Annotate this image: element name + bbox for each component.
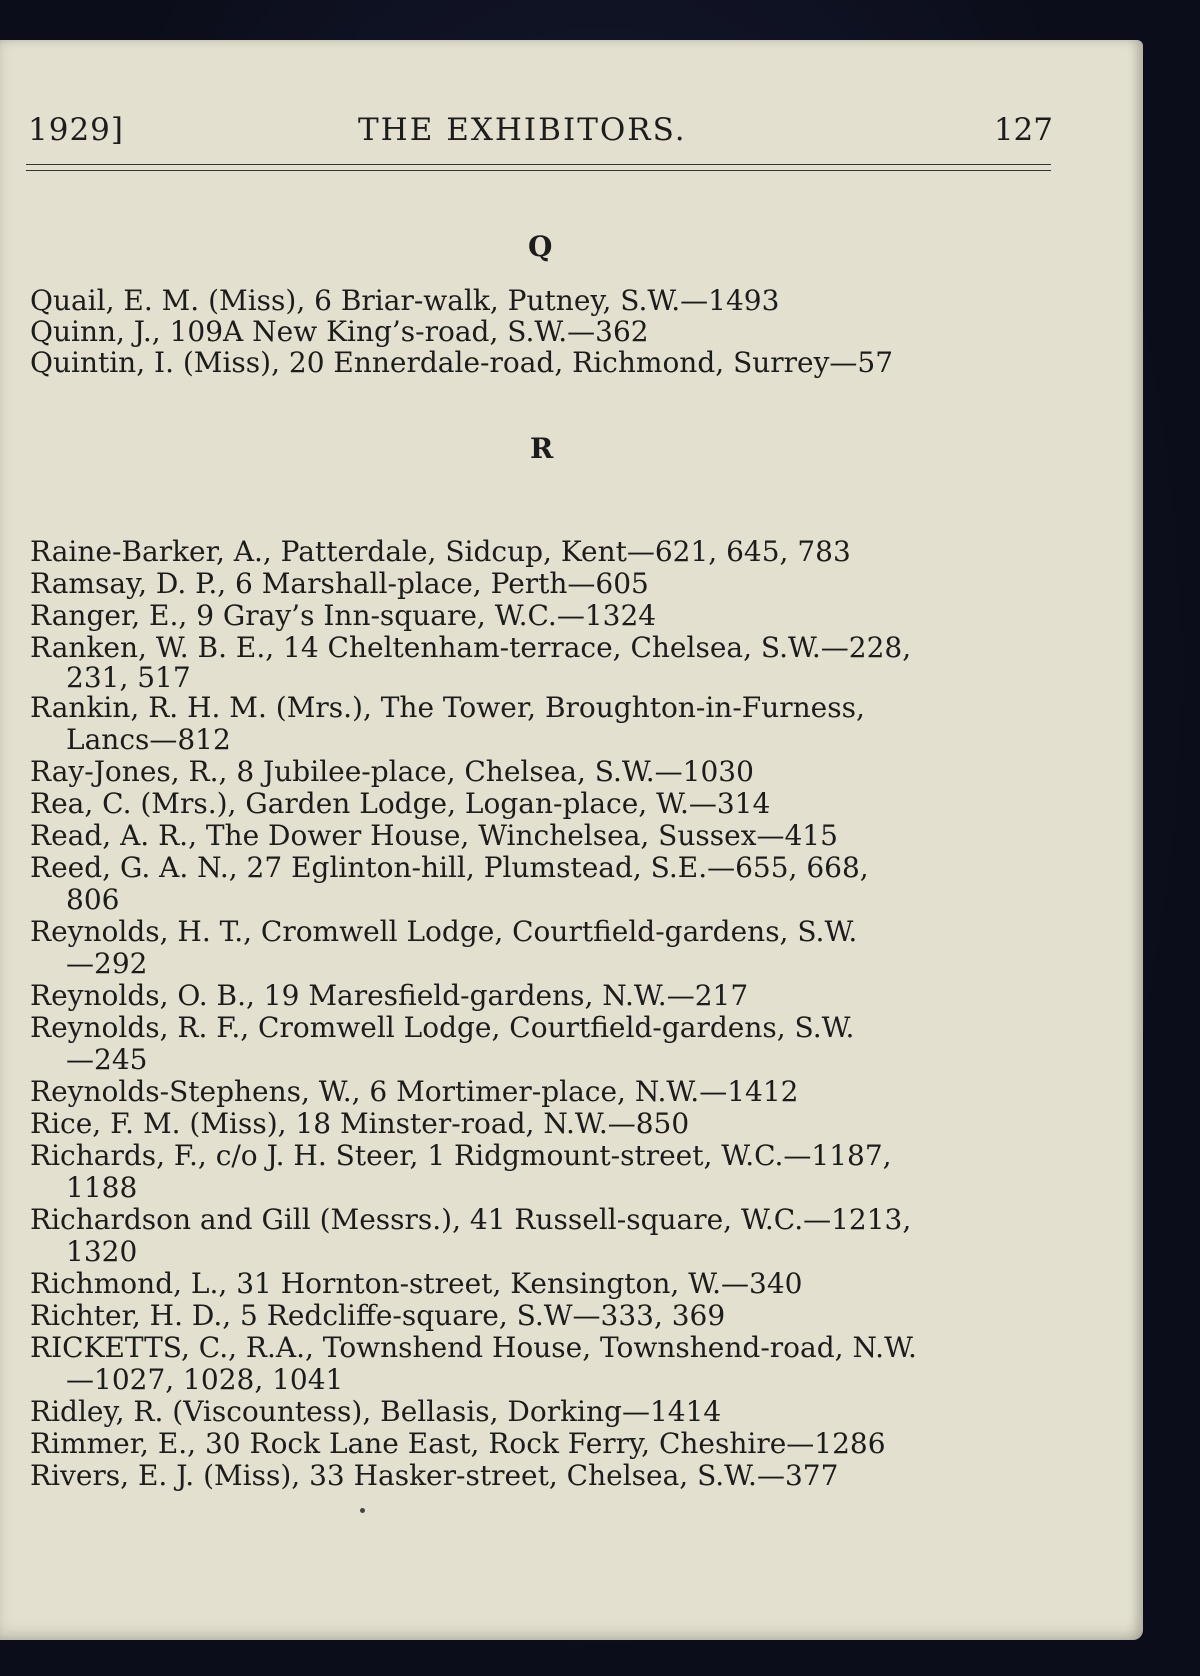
entry-line: Richmond, L., 31 Hornton-street, Kensington, W.—340 (30, 1267, 803, 1300)
running-header (28, 112, 1053, 172)
entry-line-continuation: 806 (66, 883, 120, 916)
page-number: 127 (993, 112, 1053, 148)
entry-line-continuation: —245 (66, 1043, 148, 1076)
entry-line: Ranger, E., 9 Gray’s Inn-square, W.C.—1324 (30, 599, 657, 632)
print-speck (360, 1508, 365, 1513)
entry-line: Rivers, E. J. (Miss), 33 Hasker-street, Chelsea, S.W.—377 (30, 1459, 839, 1492)
entry-line: Reynolds, R. F., Cromwell Lodge, Courtfield-gardens, S.W. (30, 1011, 855, 1044)
entry-line: Quail, E. M. (Miss), 6 Briar-walk, Putney, S.W.—1493 (30, 284, 780, 317)
entry-line: Ridley, R. (Viscountess), Bellasis, Dorking—1414 (30, 1395, 722, 1428)
entry-line: Rankin, R. H. M. (Mrs.), The Tower, Broughton-in-Furness, (30, 691, 865, 724)
entry-line: Richter, H. D., 5 Redcliffe-square, S.W—333, 369 (30, 1299, 726, 1332)
entry-line: Quinn, J., 109A New King’s-road, S.W.—362 (30, 315, 649, 348)
entry-line: Raine-Barker, A., Patterdale, Sidcup, Kent—621, 645, 783 (30, 535, 851, 568)
entry-line: Ramsay, D. P., 6 Marshall-place, Perth—605 (30, 567, 649, 600)
entry-line: Richards, F., c/o J. H. Steer, 1 Ridgmount-street, W.C.—1187, (30, 1139, 892, 1172)
entry-line: Reynolds, O. B., 19 Maresfield-gardens, N.W.—217 (30, 979, 749, 1012)
entry-line: Richardson and Gill (Messrs.), 41 Russell-square, W.C.—1213, (30, 1203, 912, 1236)
book-page (0, 40, 1143, 1640)
entry-line-continuation: 231, 517 (66, 661, 191, 694)
entry-line: Reynolds, H. T., Cromwell Lodge, Courtfield-gardens, S.W. (30, 915, 858, 948)
entry-line: Read, A. R., The Dower House, Winchelsea, Sussex—415 (30, 819, 838, 852)
header-title: THE EXHIBITORS. (358, 112, 687, 148)
entry-line-continuation: —1027, 1028, 1041 (66, 1363, 344, 1396)
entry-line: Rea, C. (Mrs.), Garden Lodge, Logan-place, W.—314 (30, 787, 771, 820)
entry-line: RICKETTS, C., R.A., Townshend House, Townshend-road, N.W. (30, 1331, 917, 1364)
entry-line-continuation: 1188 (66, 1171, 138, 1204)
header-year: 1929] (28, 112, 124, 148)
entry-line: Reed, G. A. N., 27 Eglinton-hill, Plumstead, S.E.—655, 668, (30, 851, 869, 884)
entry-line-continuation: Lancs—812 (66, 723, 231, 756)
section-letter-r: R (530, 432, 554, 465)
header-rule-top (26, 164, 1051, 165)
section-letter-q: Q (528, 230, 553, 263)
entry-line-continuation: 1320 (66, 1235, 138, 1268)
header-rule-bottom (26, 170, 1051, 171)
entry-line: Rice, F. M. (Miss), 18 Minster-road, N.W.—850 (30, 1107, 690, 1140)
entry-line: Quintin, I. (Miss), 20 Ennerdale-road, Richmond, Surrey—57 (30, 346, 894, 379)
entry-line-continuation: —292 (66, 947, 148, 980)
entry-line: Reynolds-Stephens, W., 6 Mortimer-place, N.W.—1412 (30, 1075, 799, 1108)
entry-line: Ray-Jones, R., 8 Jubilee-place, Chelsea, S.W.—1030 (30, 755, 754, 788)
entry-line: Ranken, W. B. E., 14 Cheltenham-terrace, Chelsea, S.W.—228, (30, 631, 912, 664)
entry-line: Rimmer, E., 30 Rock Lane East, Rock Ferry, Cheshire—1286 (30, 1427, 886, 1460)
